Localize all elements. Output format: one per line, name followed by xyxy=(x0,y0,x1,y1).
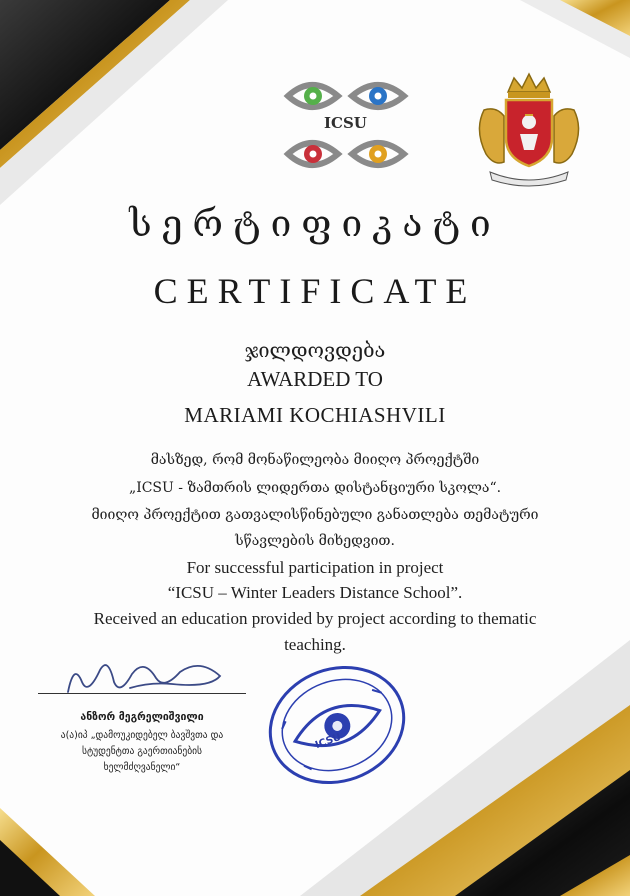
awarded-label-georgian: ჯილდოვდება xyxy=(244,338,386,362)
recipient-name: MARIAMI KOCHIASHVILI xyxy=(184,403,446,427)
certificate-title-georgian: სერტიფიკატი xyxy=(129,202,501,245)
logo-text: ICSU xyxy=(324,114,367,132)
certificate-title-english: CERTIFICATE xyxy=(153,271,477,311)
body-english-line: Received an education provided by project according to thematic xyxy=(93,609,537,628)
body-georgian-line: სწავლების მიხედვით. xyxy=(235,533,395,549)
stamp-text: ICSU xyxy=(313,731,343,752)
signer-role-line: ა(ა)იპ „დამოუკიდებელ ბავშვთა და xyxy=(60,730,224,741)
eye-stamp-icon xyxy=(262,660,412,790)
signer-role-line: სტუდენტთა გაერთიანების xyxy=(81,746,203,757)
body-georgian-line: „ICSU - ზამთრის ლიდერთა დისტანციური სკოლა“. xyxy=(128,480,502,496)
georgia-coat-of-arms-icon xyxy=(470,70,588,188)
signature-line xyxy=(38,693,246,694)
body-english-line: For successful participation in project xyxy=(186,558,444,577)
body-english-line: “ICSU – Winter Leaders Distance School”. xyxy=(167,583,463,602)
handwritten-signature xyxy=(60,652,240,702)
awarded-label-english: AWARDED TO xyxy=(247,367,383,391)
signer-role-line: ხელმძღვანელი“ xyxy=(103,762,181,773)
body-georgian-line: მიიღო პროექტით გათვალისწინებული განათლება თემატური xyxy=(91,507,539,523)
body-english-line: teaching. xyxy=(284,635,346,654)
body-georgian-line: მასზედ, რომ მონაწილეობა მიიღო პროექტში xyxy=(150,452,480,468)
signer-name: ანზორ მეგრელიშვილი xyxy=(80,711,204,723)
